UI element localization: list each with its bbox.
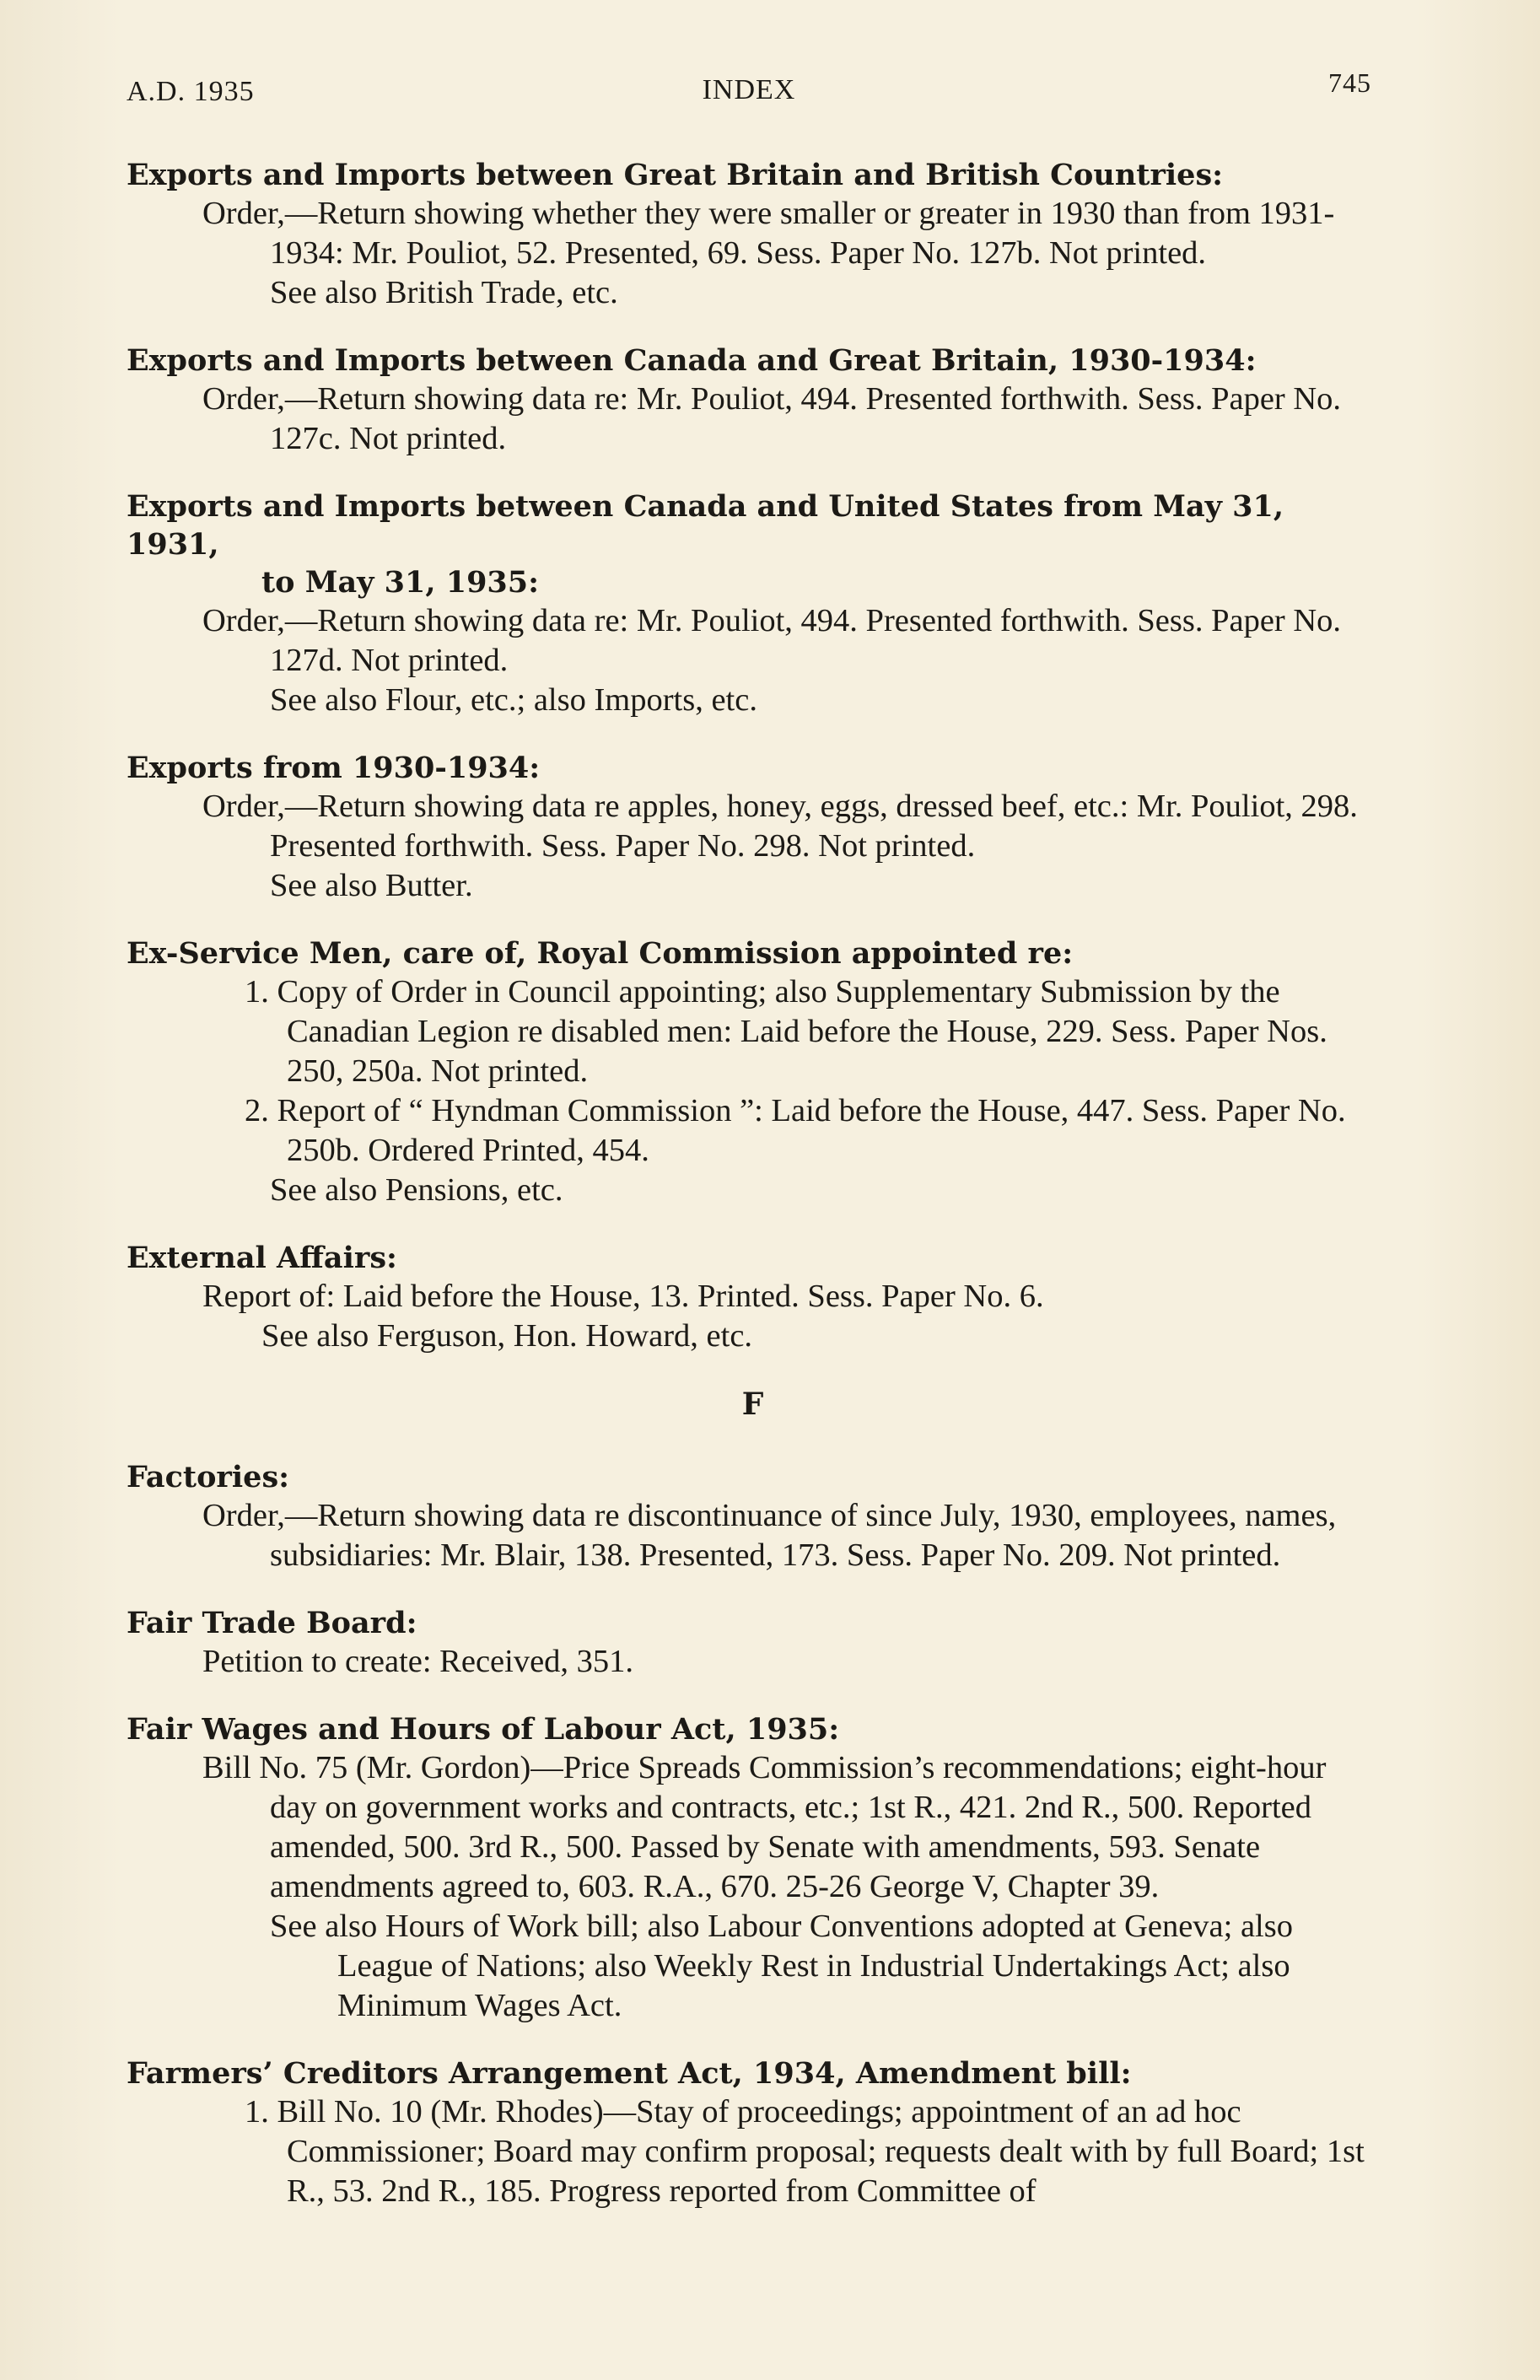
entry-heading: Farmers’ Creditors Arrangement Act, 1934, Amendment bill:: [127, 2056, 1132, 2091]
entry-heading: Exports and Imports between Canada and Great Britain, 1930-1934:: [127, 343, 1257, 378]
index-entry: [127, 749, 1379, 906]
running-head: [127, 67, 1371, 110]
entry-line: Petition to create: Received, 351.: [202, 1644, 634, 1679]
index-entry: [127, 156, 1379, 313]
entry-heading-continuation: to May 31, 1935:: [261, 565, 540, 600]
index-entry: [127, 1604, 1379, 1682]
numbered-item: 1. Copy of Order in Council appointing; also Supplementary Submission by the Canadian Legion re disabled men: Laid before the House, 229. Sess. Paper Nos. 250, 250a. Not printed.: [245, 974, 1327, 1089]
see-also-line: See also Butter.: [270, 868, 473, 903]
entry-heading: [127, 487, 1379, 601]
entry-line: Order,—Return showing data re discontinuance of since July, 1930, employees, names, subsidiaries: Mr. Blair, 138. Presented, 173. Sess. Paper No. 209. Not printed.: [202, 1498, 1337, 1573]
entry-heading: Fair Trade Board:: [127, 1606, 417, 1640]
see-also-line: See also Hours of Work bill; also Labour Conventions adopted at Geneva; also League of Nations; also Weekly Rest in Industrial Undertakings Act; also Minimum Wages Act.: [270, 1909, 1293, 2023]
index-entry: [127, 342, 1379, 459]
entry-heading: Fair Wages and Hours of Labour Act, 1935:: [127, 1712, 840, 1747]
see-also-line: See also British Trade, etc.: [270, 275, 618, 310]
index-entry: [127, 1239, 1379, 1356]
index-entry: [127, 1710, 1379, 2026]
entry-line: Order,—Return showing data re: Mr. Pouliot, 494. Presented forthwith. Sess. Paper No. 127d. Not printed.: [202, 603, 1342, 678]
entry-heading: External Affairs:: [127, 1241, 397, 1275]
entry-line: Order,—Return showing data re: Mr. Pouliot, 494. Presented forthwith. Sess. Paper No. 127c. Not printed.: [202, 381, 1342, 456]
index-entry: [127, 2054, 1379, 2211]
index-entry: [127, 934, 1379, 1210]
see-also-line: See also Flour, etc.; also Imports, etc.: [270, 682, 757, 718]
entry-heading: Exports from 1930-1934:: [127, 751, 541, 785]
entry-line: Order,—Return showing whether they were smaller or greater in 1930 than from 1931-1934: Mr. Pouliot, 52. Presented, 69. Sess. Paper No. 127b. Not printed.: [202, 196, 1335, 271]
entry-line: Order,—Return showing data re apples, honey, eggs, dressed beef, etc.: Mr. Pouliot, 298. Presented forthwith. Sess. Paper No. 298. Not printed.: [202, 789, 1358, 864]
section-letter: F: [741, 1387, 764, 1422]
entry-heading: Exports and Imports between Great Britain and British Countries:: [127, 158, 1224, 192]
entry-line: Bill No. 75 (Mr. Gordon)—Price Spreads Commission’s recommendations; eight-hour day on government works and contracts, etc.; 1st R., 421. 2nd R., 500. Reported amended, 500. 3rd R., 500. Passed by Senate with amendments, 593. Senate amendments agreed to, 603. R.A., 670. 25-26 George V, Chapter 39.: [202, 1750, 1327, 1904]
entry-line: Report of: Laid before the House, 13. Printed. Sess. Paper No. 6.: [202, 1279, 1044, 1314]
header-title: INDEX: [702, 74, 796, 105]
see-also-line: See also Pensions, etc.: [270, 1172, 563, 1208]
index-body: [127, 156, 1379, 2240]
see-also-line: See also Ferguson, Hon. Howard, etc.: [261, 1318, 753, 1354]
index-entry: [127, 487, 1379, 720]
numbered-item: 1. Bill No. 10 (Mr. Rhodes)—Stay of proceedings; appointment of an ad hoc Commissioner; Board may confirm proposal; requests dealt with by full Board; 1st R., 53. 2nd R., 185. Progress reported from Committee of: [245, 2094, 1365, 2209]
entry-heading: Ex-Service Men, care of, Royal Commission appointed re:: [127, 936, 1074, 971]
header-year: A.D. 1935: [127, 76, 255, 107]
entry-heading-line: Exports and Imports between Canada and United States from May 31, 1931,: [127, 489, 1284, 562]
page-number: 745: [1328, 67, 1371, 98]
numbered-item: 2. Report of “ Hyndman Commission ”: Laid before the House, 447. Sess. Paper No. 250b. Ordered Printed, 454.: [245, 1093, 1346, 1168]
index-entry: [127, 1458, 1379, 1575]
entry-heading: Factories:: [127, 1460, 290, 1494]
